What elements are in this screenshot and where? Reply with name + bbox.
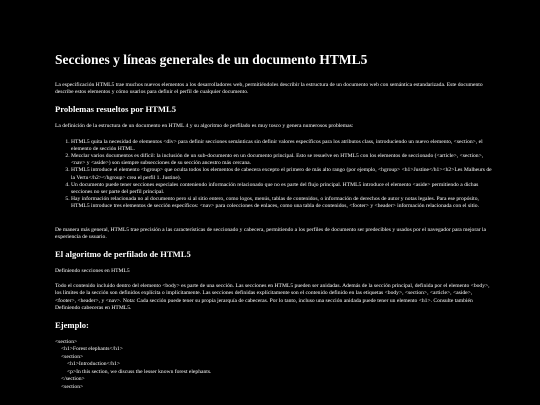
list-item: 1. HTML5 quita la necesidad de elementos <div> para definir secciones semánticas sin definir valores específicos para los atributos class, introduciendo un nuevo elemento, <section>, el elemento de sección HTML. (71, 139, 493, 153)
section-heading-algorithm: El algoritmo de perfilado de HTML5 (55, 249, 191, 260)
summary-paragraph: De manera más general, HTML5 trae precisión a las características de seccionado y cabecera, permitiendo a los perfiles de documento ser predecibles y usados por el navegador para mejorar la experiencia de usuario. (55, 226, 486, 240)
problems-paragraph: La definición de la estructura de un documento en HTML 4 y su algoritmo de perfilado es muy tosco y genera numerosos problemas: (55, 123, 354, 130)
list-item: 5. Hay información relacionada no al documento pero si al sitio entero, como logos, menús, tablas de contenidos, o información de derechos de autor y notas legales. Para ese propósito, HTML5 introduce tres elementos de sección específicos: <nav> para colecciones de enlaces, como una tabla de contenidos, <footer> y <header> información relacionada con el sitio. (71, 196, 493, 210)
spacer (55, 219, 493, 227)
code-line: <p>In this section, we discuss the lesser known forest elephants. (67, 368, 212, 375)
code-line: <section> (61, 353, 84, 360)
code-line: <section> (61, 383, 84, 390)
algorithm-subtitle: Definiendo secciones en HTML5 (55, 268, 130, 275)
document-content (55, 52, 493, 391)
list-item: 2. Mezclar varios documentos es difícil: la inclusión de un sub-documento en un documento principal. Esto se resuelve en HTML5 con los elementos de seccionado (<article>, <section>, <nav> y <aside>) son siempre subsecciones de su sección ancestro más cercana. (71, 153, 493, 167)
section-heading-problems: Problemas resueltos por HTML5 (55, 104, 177, 115)
code-example (55, 339, 493, 391)
code-line: <h1>Forest elephants</h1> (61, 346, 123, 353)
page-title: Secciones y líneas generales de un documento HTML5 (55, 52, 368, 67)
section-heading-example: Ejemplo: (55, 320, 89, 331)
problems-list (55, 139, 493, 211)
code-line: <h1>Introduction</h1> (67, 361, 121, 368)
algorithm-paragraph: Todo el contenido incluido dentro del elemento <body> es parte de una sección. Las secciones en HTML5 pueden ser anidadas. Además de la sección principal, definida por el elemento <body>, los límites de la sección son definidos explícita o implícitamente. Las secciones definidas explícitamente son el contenido definido en las etiquetas <body>, <section>, <article>, <aside>, <footer>, <header>, y <nav>. Nota: Cada sección puede tener su propia jerarquía de cabeceras. Por lo tanto, incluso una sección anidada puede tener un elemento <h1>. Consulte también Definiendo cabeceras en HTML5. (55, 283, 490, 311)
list-item: 3. HTML5 introduce el elemento <hgroup> que oculta todos los elementos de cabecera excepto el primero de más alto rango (por ejemplo, <hgroup> <h1>Justine</h1><h2>Les Malheurs de la Vertu</h2></hgroup> crea el perfil 1. Justine). (71, 167, 493, 181)
code-line: </section> (61, 376, 85, 383)
code-line: <section> (55, 339, 78, 346)
list-item: 4. Un documento puede tener secciones especiales conteniendo información relacionado que no es parte del flujo principal. HTML5 introduce el elemento <aside> permitiendo a dichas secciones no ser parte del perfil principal. (71, 182, 493, 196)
intro-paragraph: La especificación HTML5 trae muchos nuevos elementos a los desarrolladores web, permitiéndoles describir la estructura de un documento web con semántica estandarizada. Este documento describe estos elementos y cómo usarlos para definir el perfil de cualquier documento. (55, 82, 483, 96)
